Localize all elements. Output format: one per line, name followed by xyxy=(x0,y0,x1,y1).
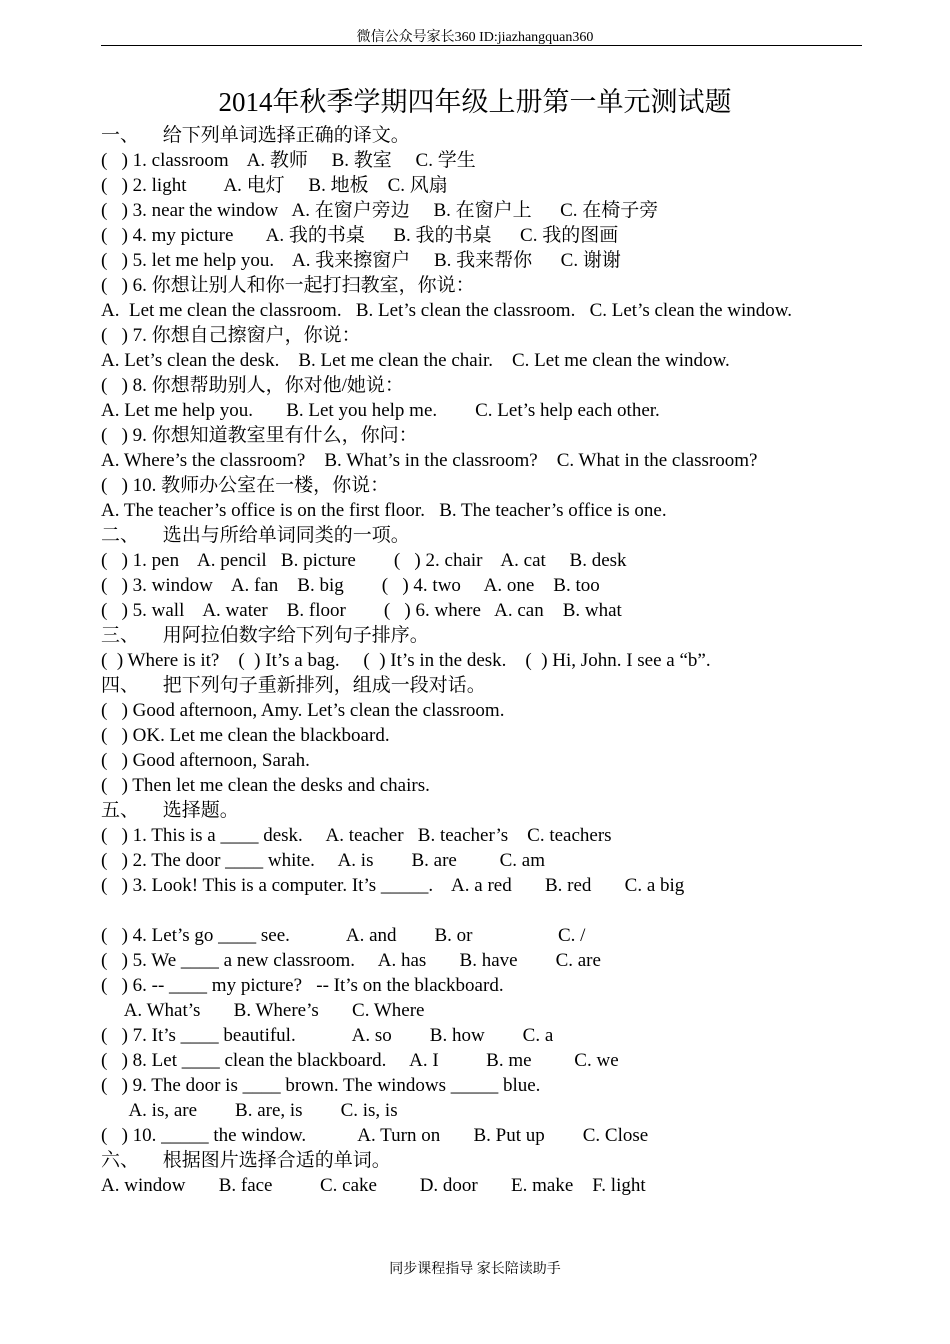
page-header: 微信公众号家长360 ID:jiazhangquan360 xyxy=(356,30,594,45)
exam-line: ( ) 4. my picture A. 我的书桌 B. 我的书桌 C. 我的图画 xyxy=(101,225,619,246)
exam-line: A. What’s B. Where’s C. Where xyxy=(101,1000,425,1021)
exam-line: ( ) 2. light A. 电灯 B. 地板 C. 风扇 xyxy=(101,175,448,196)
page-title: 2014年秋季学期四年级上册第一单元测试题 xyxy=(218,87,732,117)
exam-line: ( ) Then let me clean the desks and chairs. xyxy=(101,775,430,796)
exam-line: 六、 根据图片选择合适的单词。 xyxy=(101,1150,391,1171)
exam-line: 四、 把下列句子重新排列，组成一段对话。 xyxy=(101,675,486,696)
exam-line: ( ) 3. window A. fan B. big ( ) 4. two A. one B. too xyxy=(101,575,600,596)
header-divider xyxy=(101,45,862,46)
exam-line: ( ) 5. We ____ a new classroom. A. has B. have C. are xyxy=(101,950,601,971)
exam-line: ( ) Good afternoon, Amy. Let’s clean the classroom. xyxy=(101,700,505,721)
exam-line: ( ) 1. classroom A. 教师 B. 教室 C. 学生 xyxy=(101,150,476,171)
exam-line: ( ) 10. _____ the window. A. Turn on B. Put up C. Close xyxy=(101,1125,649,1146)
exam-line: ( ) 8. Let ____ clean the blackboard. A. I B. me C. we xyxy=(101,1050,619,1071)
exam-line: 三、 用阿拉伯数字给下列句子排序。 xyxy=(101,625,429,646)
exam-line: ( ) Good afternoon, Sarah. xyxy=(101,750,310,771)
exam-line: A. is, are B. are, is C. is, is xyxy=(101,1100,398,1121)
exam-line: ( ) 1. pen A. pencil B. picture ( ) 2. chair A. cat B. desk xyxy=(101,550,627,571)
exam-line: ( ) OK. Let me clean the blackboard. xyxy=(101,725,390,746)
page-footer: 同步课程指导 家长陪读助手 xyxy=(389,1262,561,1277)
exam-line: ( ) 3. near the window A. 在窗户旁边 B. 在窗户上 C. 在椅子旁 xyxy=(101,200,659,221)
blank-line xyxy=(101,898,871,923)
exam-line: ( ) 5. wall A. water B. floor ( ) 6. where A. can B. what xyxy=(101,600,622,621)
exam-line: ( ) 4. Let’s go ____ see. A. and B. or C. / xyxy=(101,925,586,946)
exam-line: ( ) 5. let me help you. A. 我来擦窗户 B. 我来帮你 C. 谢谢 xyxy=(101,250,621,271)
exam-line: ( ) 3. Look! This is a computer. It’s _____. A. a red B. red C. a big xyxy=(101,875,685,896)
exam-line: A. The teacher’s office is on the first floor. B. The teacher’s office is one. xyxy=(101,500,667,521)
exam-line: ( ) 10. 教师办公室在一楼，你说： xyxy=(101,475,390,496)
exam-line: ( ) 1. This is a ____ desk. A. teacher B. teacher’s C. teachers xyxy=(101,825,612,846)
exam-content xyxy=(101,123,871,1198)
exam-line: A. Let’s clean the desk. B. Let me clean the chair. C. Let me clean the window. xyxy=(101,350,730,371)
exam-line: ( ) 6. -- ____ my picture? -- It’s on the blackboard. xyxy=(101,975,504,996)
exam-line: ( ) 9. The door is ____ brown. The windows _____ blue. xyxy=(101,1075,541,1096)
exam-line: ( ) 7. It’s ____ beautiful. A. so B. how C. a xyxy=(101,1025,554,1046)
exam-line: 二、 选出与所给单词同类的一项。 xyxy=(101,525,410,546)
exam-line: ( ) 2. The door ____ white. A. is B. are C. am xyxy=(101,850,545,871)
exam-line: ( ) 9. 你想知道教室里有什么，你问： xyxy=(101,425,418,446)
exam-line: ( ) Where is it? ( ) It’s a bag. ( ) It’s in the desk. ( ) Hi, John. I see a “b”. xyxy=(101,650,711,671)
exam-line: 一、 给下列单词选择正确的译文。 xyxy=(101,125,410,146)
exam-line: ( ) 6. 你想让别人和你一起打扫教室，你说： xyxy=(101,275,475,296)
exam-line: A. Let me help you. B. Let you help me. C. Let’s help each other. xyxy=(101,400,660,421)
exam-line: ( ) 7. 你想自己擦窗户，你说： xyxy=(101,325,361,346)
exam-line: ( ) 8. 你想帮助别人，你对他/她说： xyxy=(101,375,404,396)
exam-line: 五、 选择题。 xyxy=(101,800,239,821)
exam-line: A. Let me clean the classroom. B. Let’s clean the classroom. C. Let’s clean the window. xyxy=(101,300,793,321)
exam-line: A. window B. face C. cake D. door E. make F. light xyxy=(101,1175,646,1196)
exam-line: A. Where’s the classroom? B. What’s in the classroom? C. What in the classroom? xyxy=(101,450,758,471)
